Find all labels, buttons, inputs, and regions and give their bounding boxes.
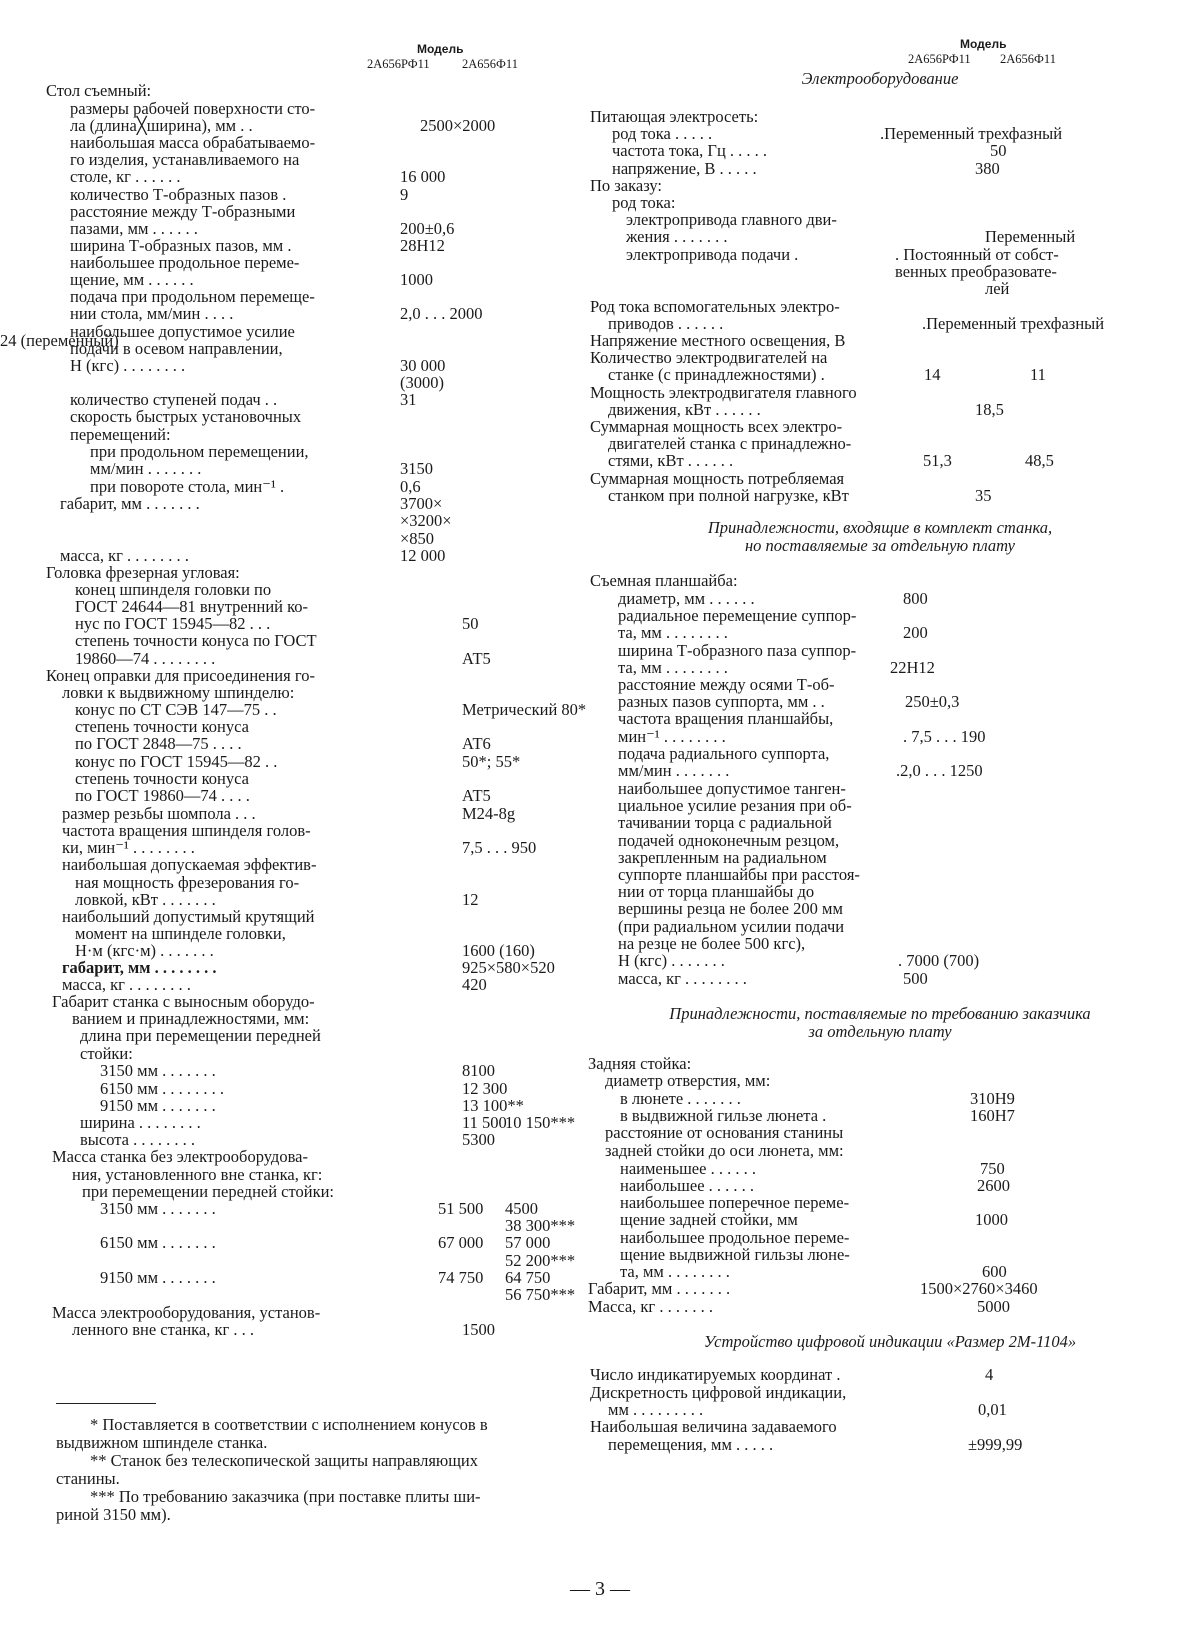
left-spec-value: 9: [400, 185, 409, 204]
left-spec-value: 1500: [462, 1320, 495, 1339]
left-spec-label: Стол съемный:: [46, 81, 152, 100]
left-spec-value: 50*; 55*: [462, 752, 521, 771]
right-spec-value: ±999,99: [968, 1435, 1023, 1454]
left-spec-value: 28Н12: [400, 236, 445, 255]
right-spec-label: (при радиальном усилии подачи: [618, 917, 845, 936]
left-spec-label: по ГОСТ 19860—74 . . . .: [75, 786, 250, 805]
right-spec-label: Род тока вспомогательных электро-: [590, 297, 840, 316]
right-spec-label: Количество электродвигателей на: [590, 348, 828, 367]
left-spec-value: М24-8g: [462, 804, 516, 823]
right-spec-label: радиальное перемещение суппор-: [618, 606, 857, 625]
left-spec-label: ловкой, кВт . . . . . . .: [75, 890, 216, 909]
left-spec-value-alt: 56 750***: [505, 1285, 576, 1304]
left-spec-value: 31: [400, 390, 417, 409]
right-spec-label: щение задней стойки, мм: [620, 1210, 798, 1229]
left-spec-label: 3150 мм . . . . . . .: [100, 1061, 216, 1080]
left-spec-label: ширина . . . . . . . .: [80, 1113, 201, 1132]
right-spec-value: 200: [903, 623, 928, 642]
right-spec-label: задней стойки до оси люнета, мм:: [605, 1141, 844, 1160]
left-spec-value: (3000): [400, 373, 444, 392]
right-spec-label: наибольшее . . . . . .: [620, 1176, 755, 1195]
left-spec-value: АТ6: [462, 734, 491, 753]
right-spec-label: наименьшее . . . . . .: [620, 1159, 756, 1178]
right-spec-label: Габарит, мм . . . . . . .: [588, 1279, 731, 1298]
section-title-accessories-order-2: за отдельную плату: [808, 1022, 952, 1041]
right-spec-label: мм/мин . . . . . . .: [618, 761, 730, 780]
right-spec-value: 750: [980, 1159, 1005, 1178]
left-spec-label: Конец оправки для присоединения го-: [46, 666, 315, 685]
right-spec-label: станке (с принадлежностями) .: [608, 365, 825, 384]
right-spec-label: По заказу:: [590, 176, 663, 195]
right-spec-label: жения . . . . . . .: [626, 227, 728, 246]
right-spec-label: Дискретность цифровой индикации,: [590, 1383, 847, 1402]
right-spec-label: Питающая электросеть:: [590, 107, 759, 126]
left-spec-label: щение, мм . . . . . .: [70, 270, 194, 289]
section-title-electrical: Электрооборудование: [801, 69, 959, 88]
right-spec-value: 24 (переменный): [0, 331, 119, 350]
right-spec-value: 800: [903, 589, 928, 608]
right-spec-label: наибольшее продольное переме-: [620, 1228, 850, 1247]
right-spec-label: суппорте планшайбы при расстоя-: [618, 865, 860, 884]
left-spec-value: 67 000: [438, 1233, 484, 1252]
left-spec-label: количество ступеней подач . .: [70, 390, 278, 409]
right-spec-label: мин⁻¹ . . . . . . . .: [618, 727, 726, 746]
left-spec-value: 30 000: [400, 356, 446, 375]
right-spec-value: лей: [985, 279, 1010, 298]
right-spec-label: диаметр, мм . . . . . .: [618, 589, 755, 608]
left-spec-value: 200±0,6: [400, 219, 455, 238]
right-spec-value: 18,5: [975, 400, 1004, 419]
left-model-2: 2А656Ф11: [462, 57, 518, 71]
right-spec-label: циальное усилие резания при об-: [618, 796, 852, 815]
left-spec-label: расстояние между Т-образными: [70, 202, 296, 221]
right-spec-label: Мощность электродвигателя главного: [590, 383, 857, 402]
right-spec-label: наибольшее поперечное переме-: [620, 1193, 850, 1212]
left-spec-label: конус по СТ СЭВ 147—75 . .: [75, 700, 277, 719]
left-spec-label: масса, кг . . . . . . . .: [62, 975, 191, 994]
right-spec-value-alt: 11: [1030, 365, 1046, 384]
section-title-digital-indicator: Устройство цифровой индикации «Размер 2М-1104»: [703, 1332, 1077, 1351]
footnote-divider: [56, 1403, 156, 1404]
left-spec-value: 13 100**: [462, 1096, 524, 1115]
right-spec-label: в выдвижной гильзе люнета .: [620, 1106, 827, 1125]
right-spec-label: электропривода подачи .: [626, 245, 799, 264]
right-spec-label: двигателей станка с принадлежно-: [608, 434, 852, 453]
left-spec-value: 2,0 . . . 2000: [400, 304, 483, 323]
left-spec-label: наибольшее продольное переме-: [70, 253, 300, 272]
left-spec-label: наибольшее допустимое усилие: [70, 322, 295, 341]
left-spec-label: степень точности конуса: [75, 769, 249, 788]
left-spec-label: при продольном перемещении,: [90, 442, 309, 461]
right-spec-value: венных преобразовате-: [895, 262, 1057, 281]
left-spec-value: 12: [462, 890, 479, 909]
left-spec-label: габарит, мм . . . . . . . .: [62, 958, 217, 977]
left-spec-label: нии стола, мм/мин . . . .: [70, 304, 234, 323]
left-spec-label: ширина Т-образных пазов, мм .: [70, 236, 292, 255]
left-spec-label: ная мощность фрезерования го-: [75, 873, 300, 892]
left-spec-label: наибольшая допускаемая эффектив-: [62, 855, 317, 874]
right-spec-value-alt: 48,5: [1025, 451, 1054, 470]
right-spec-label: частота тока, Гц . . . . .: [612, 141, 768, 160]
left-spec-label: габарит, мм . . . . . . .: [60, 494, 200, 513]
right-spec-label: Съемная планшайба:: [590, 571, 738, 590]
right-spec-value: 600: [982, 1262, 1007, 1281]
left-spec-label: мм/мин . . . . . . .: [90, 459, 202, 478]
right-spec-label: расстояние от основания станины: [605, 1123, 844, 1142]
left-spec-label: подача при продольном перемеще-: [70, 287, 315, 306]
right-spec-value: .Переменный трехфазный: [922, 314, 1105, 333]
left-spec-label: конец шпинделя головки по: [75, 580, 272, 599]
right-spec-value: 1000: [975, 1210, 1008, 1229]
right-spec-value: 250±0,3: [905, 692, 960, 711]
left-spec-value: 5300: [462, 1130, 495, 1149]
left-spec-label: 6150 мм . . . . . . . .: [100, 1079, 225, 1098]
left-spec-label: при повороте стола, мин⁻¹ .: [90, 477, 285, 496]
right-spec-label: наибольшее допустимое танген-: [618, 779, 846, 798]
left-spec-label: 9150 мм . . . . . . .: [100, 1268, 216, 1287]
footnote-3a: *** По требованию заказчика (при поставке плиты ши-: [90, 1487, 481, 1506]
left-spec-value-alt: 10 150***: [505, 1113, 576, 1132]
left-spec-label: ла (длина╳ширина), мм . .: [70, 116, 253, 135]
left-spec-label: ки, мин⁻¹ . . . . . . . .: [62, 838, 195, 857]
left-spec-label: Масса станка без электрооборудова-: [52, 1147, 308, 1166]
page-number: — 3 —: [570, 1578, 630, 1600]
right-spec-label: на резце не более 500 кгс),: [618, 934, 806, 953]
right-spec-label: Масса, кг . . . . . . .: [588, 1297, 713, 1316]
right-model-2: 2А656Ф11: [1000, 52, 1056, 66]
left-spec-label: длина при перемещении передней: [80, 1026, 321, 1045]
right-spec-label: Суммарная мощность всех электро-: [590, 417, 843, 436]
right-spec-label: электропривода главного дви-: [626, 210, 837, 229]
right-spec-label: напряжение, В . . . . .: [612, 159, 757, 178]
left-spec-label: степень точности конуса по ГОСТ: [75, 631, 317, 650]
right-spec-label: щение выдвижной гильзы люне-: [620, 1245, 850, 1264]
section-title-accessories-included-2: но поставляемые за отдельную плату: [745, 536, 1015, 555]
right-spec-label: нии от торца планшайбы до: [618, 882, 815, 901]
right-spec-label: Число индикатируемых координат .: [590, 1365, 841, 1384]
right-spec-label: масса, кг . . . . . . . .: [618, 969, 747, 988]
left-spec-value-alt: 52 200***: [505, 1251, 576, 1270]
left-spec-label: по ГОСТ 2848—75 . . . .: [75, 734, 242, 753]
left-spec-value: 3700×: [400, 494, 443, 513]
left-spec-label: пазами, мм . . . . . .: [70, 219, 198, 238]
right-spec-label: диаметр отверстия, мм:: [605, 1071, 771, 1090]
left-spec-label: нус по ГОСТ 15945—82 . . .: [75, 614, 271, 633]
right-spec-label: Суммарная мощность потребляемая: [590, 469, 845, 488]
right-spec-value: . Постоянный от собст-: [895, 245, 1059, 264]
left-spec-value: Метрический 80*: [462, 700, 587, 719]
left-spec-value: 1600 (160): [462, 941, 535, 960]
footnote-1a: * Поставляется в соответствии с исполнением конусов в: [90, 1415, 488, 1434]
right-spec-value: 5000: [977, 1297, 1010, 1316]
right-spec-label: в люнете . . . . . . .: [620, 1089, 741, 1108]
left-spec-value: 1000: [400, 270, 433, 289]
left-spec-label: столе, кг . . . . . .: [70, 167, 181, 186]
right-spec-label: Наибольшая величина задаваемого: [590, 1417, 837, 1436]
left-spec-label: скорость быстрых установочных: [70, 407, 302, 426]
left-spec-value: АТ5: [462, 649, 491, 668]
left-spec-label: масса, кг . . . . . . . .: [60, 546, 189, 565]
right-spec-label: разных пазов суппорта, мм . .: [618, 692, 825, 711]
right-spec-value: 1500×2760×3460: [920, 1279, 1038, 1298]
left-spec-label: 19860—74 . . . . . . . .: [75, 649, 216, 668]
right-spec-value: 14: [924, 365, 941, 384]
left-spec-label: Н·м (кгс·м) . . . . . . .: [75, 941, 214, 960]
right-spec-label: подачей одноконечным резцом,: [618, 831, 840, 850]
left-spec-label: наибольший допустимый крутящий: [62, 907, 315, 926]
left-spec-value: 420: [462, 975, 487, 994]
right-spec-label: перемещения, мм . . . . .: [608, 1435, 774, 1454]
left-spec-value: 16 000: [400, 167, 446, 186]
left-spec-label: го изделия, устанавливаемого на: [70, 150, 300, 169]
right-spec-label: ширина Т-образного паза суппор-: [618, 641, 857, 660]
left-spec-label: размеры рабочей поверхности сто-: [70, 99, 316, 118]
left-spec-label: высота . . . . . . . .: [80, 1130, 195, 1149]
left-spec-label: перемещений:: [70, 425, 171, 444]
right-spec-value: 22Н12: [890, 658, 935, 677]
right-spec-label: Н (кгс) . . . . . . .: [618, 951, 725, 970]
left-spec-value: 3150: [400, 459, 433, 478]
left-spec-value-alt: 57 000: [505, 1233, 551, 1252]
right-spec-label: мм . . . . . . . . .: [608, 1400, 704, 1419]
left-spec-label: подачи в осевом направлении,: [70, 339, 283, 358]
left-spec-value: 12 000: [400, 546, 446, 565]
right-spec-label: приводов . . . . . .: [608, 314, 724, 333]
left-spec-value: 925×580×520: [462, 958, 555, 977]
footnote-2b: станины.: [56, 1469, 120, 1488]
left-spec-label: Масса электрооборудования, установ-: [52, 1303, 321, 1322]
left-spec-label: 3150 мм . . . . . . .: [100, 1199, 216, 1218]
right-spec-value: .2,0 . . . 1250: [896, 761, 983, 780]
section-title-accessories-included: Принадлежности, входящие в комплект станка,: [707, 518, 1053, 537]
footnote-2a: ** Станок без телескопической защиты направляющих: [90, 1451, 479, 1470]
left-model-1: 2А656РФ11: [367, 57, 430, 71]
section-title-accessories-order: Принадлежности, поставляемые по требованию заказчика: [669, 1004, 1091, 1023]
left-spec-value-alt: 4500: [505, 1199, 538, 1218]
left-spec-label: ванием и принадлежностями, мм:: [72, 1009, 310, 1028]
left-spec-label: Габарит станка с выносным оборудо-: [52, 992, 315, 1011]
left-spec-value: ×850: [400, 529, 435, 548]
left-spec-label: стойки:: [80, 1044, 133, 1063]
left-model-header: Модель: [417, 42, 464, 56]
left-spec-label: ния, установленного вне станка, кг:: [72, 1165, 323, 1184]
right-spec-value: 35: [975, 486, 992, 505]
right-spec-label: та, мм . . . . . . . .: [618, 623, 728, 642]
left-spec-label: Головка фрезерная угловая:: [46, 563, 240, 582]
left-spec-label: конус по ГОСТ 15945—82 . .: [75, 752, 278, 771]
right-spec-value: .Переменный трехфазный: [880, 124, 1063, 143]
right-spec-label: движения, кВт . . . . . .: [608, 400, 761, 419]
right-spec-label: расстояние между осями Т-об-: [618, 675, 835, 694]
right-spec-value: 310Н9: [970, 1089, 1015, 1108]
left-spec-label: 6150 мм . . . . . . .: [100, 1233, 216, 1252]
left-spec-label: Н (кгс) . . . . . . . .: [70, 356, 186, 375]
left-spec-value: 51 500: [438, 1199, 484, 1218]
footnote-1b: выдвижном шпинделе станка.: [56, 1433, 268, 1452]
right-spec-value: 0,01: [978, 1400, 1007, 1419]
left-spec-value: 8100: [462, 1061, 495, 1080]
right-spec-label: род тока . . . . .: [612, 124, 713, 143]
right-spec-value: 4: [985, 1365, 994, 1384]
left-spec-value-alt: 64 750: [505, 1268, 551, 1287]
right-model-1: 2А656РФ11: [908, 52, 971, 66]
left-spec-value: 2500×2000: [420, 116, 496, 135]
left-spec-value: 50: [462, 614, 479, 633]
right-spec-label: Задняя стойка:: [588, 1054, 692, 1073]
left-spec-value: АТ5: [462, 786, 491, 805]
left-spec-label: ловки к выдвижному шпинделю:: [62, 683, 295, 702]
left-spec-value: 12 300: [462, 1079, 508, 1098]
right-spec-value: 160Н7: [970, 1106, 1015, 1125]
right-spec-label: тачивании торца с радиальной: [618, 813, 832, 832]
left-spec-label: степень точности конуса: [75, 717, 249, 736]
footnote-3b: риной 3150 мм).: [56, 1505, 171, 1524]
right-spec-label: станком при полной нагрузке, кВт: [608, 486, 849, 505]
left-spec-label: момент на шпинделе головки,: [75, 924, 286, 943]
right-spec-value: 51,3: [923, 451, 952, 470]
right-spec-label: род тока:: [612, 193, 676, 212]
left-spec-label: 9150 мм . . . . . . .: [100, 1096, 216, 1115]
left-spec-value: 0,6: [400, 477, 421, 496]
left-spec-value: ×3200×: [400, 511, 452, 530]
right-spec-label: закрепленным на радиальном: [618, 848, 827, 867]
left-spec-label: наибольшая масса обрабатываемо-: [70, 133, 316, 152]
right-spec-label: частота вращения планшайбы,: [618, 709, 834, 728]
left-spec-label: частота вращения шпинделя голов-: [62, 821, 311, 840]
right-spec-value: 50: [990, 141, 1007, 160]
left-spec-value: 11 500: [462, 1113, 507, 1132]
right-spec-value: . 7,5 . . . 190: [903, 727, 986, 746]
right-model-header: Модель: [960, 37, 1007, 51]
left-spec-value: 74 750: [438, 1268, 484, 1287]
right-spec-label: та, мм . . . . . . . .: [620, 1262, 730, 1281]
left-spec-value-alt: 38 300***: [505, 1216, 576, 1235]
right-spec-value: 2600: [977, 1176, 1010, 1195]
left-spec-label: при перемещении передней стойки:: [82, 1182, 335, 1201]
right-spec-label: стями, кВт . . . . . .: [608, 451, 734, 470]
right-spec-value: . 7000 (700): [898, 951, 980, 970]
right-spec-value: 500: [903, 969, 928, 988]
left-spec-label: количество Т-образных пазов .: [70, 185, 287, 204]
right-spec-value: Переменный: [985, 227, 1076, 246]
left-spec-label: размер резьбы шомпола . . .: [62, 804, 256, 823]
left-spec-label: ленного вне станка, кг . . .: [72, 1320, 255, 1339]
right-spec-value: 380: [975, 159, 1000, 178]
left-spec-label: ГОСТ 24644—81 внутренний ко-: [75, 597, 309, 616]
right-spec-label: вершины резца не более 200 мм: [618, 899, 843, 918]
right-spec-label: Напряжение местного освещения, В: [590, 331, 846, 350]
left-spec-value: 7,5 . . . 950: [462, 838, 537, 857]
right-spec-label: подача радиального суппорта,: [618, 744, 830, 763]
right-spec-label: та, мм . . . . . . . .: [618, 658, 728, 677]
